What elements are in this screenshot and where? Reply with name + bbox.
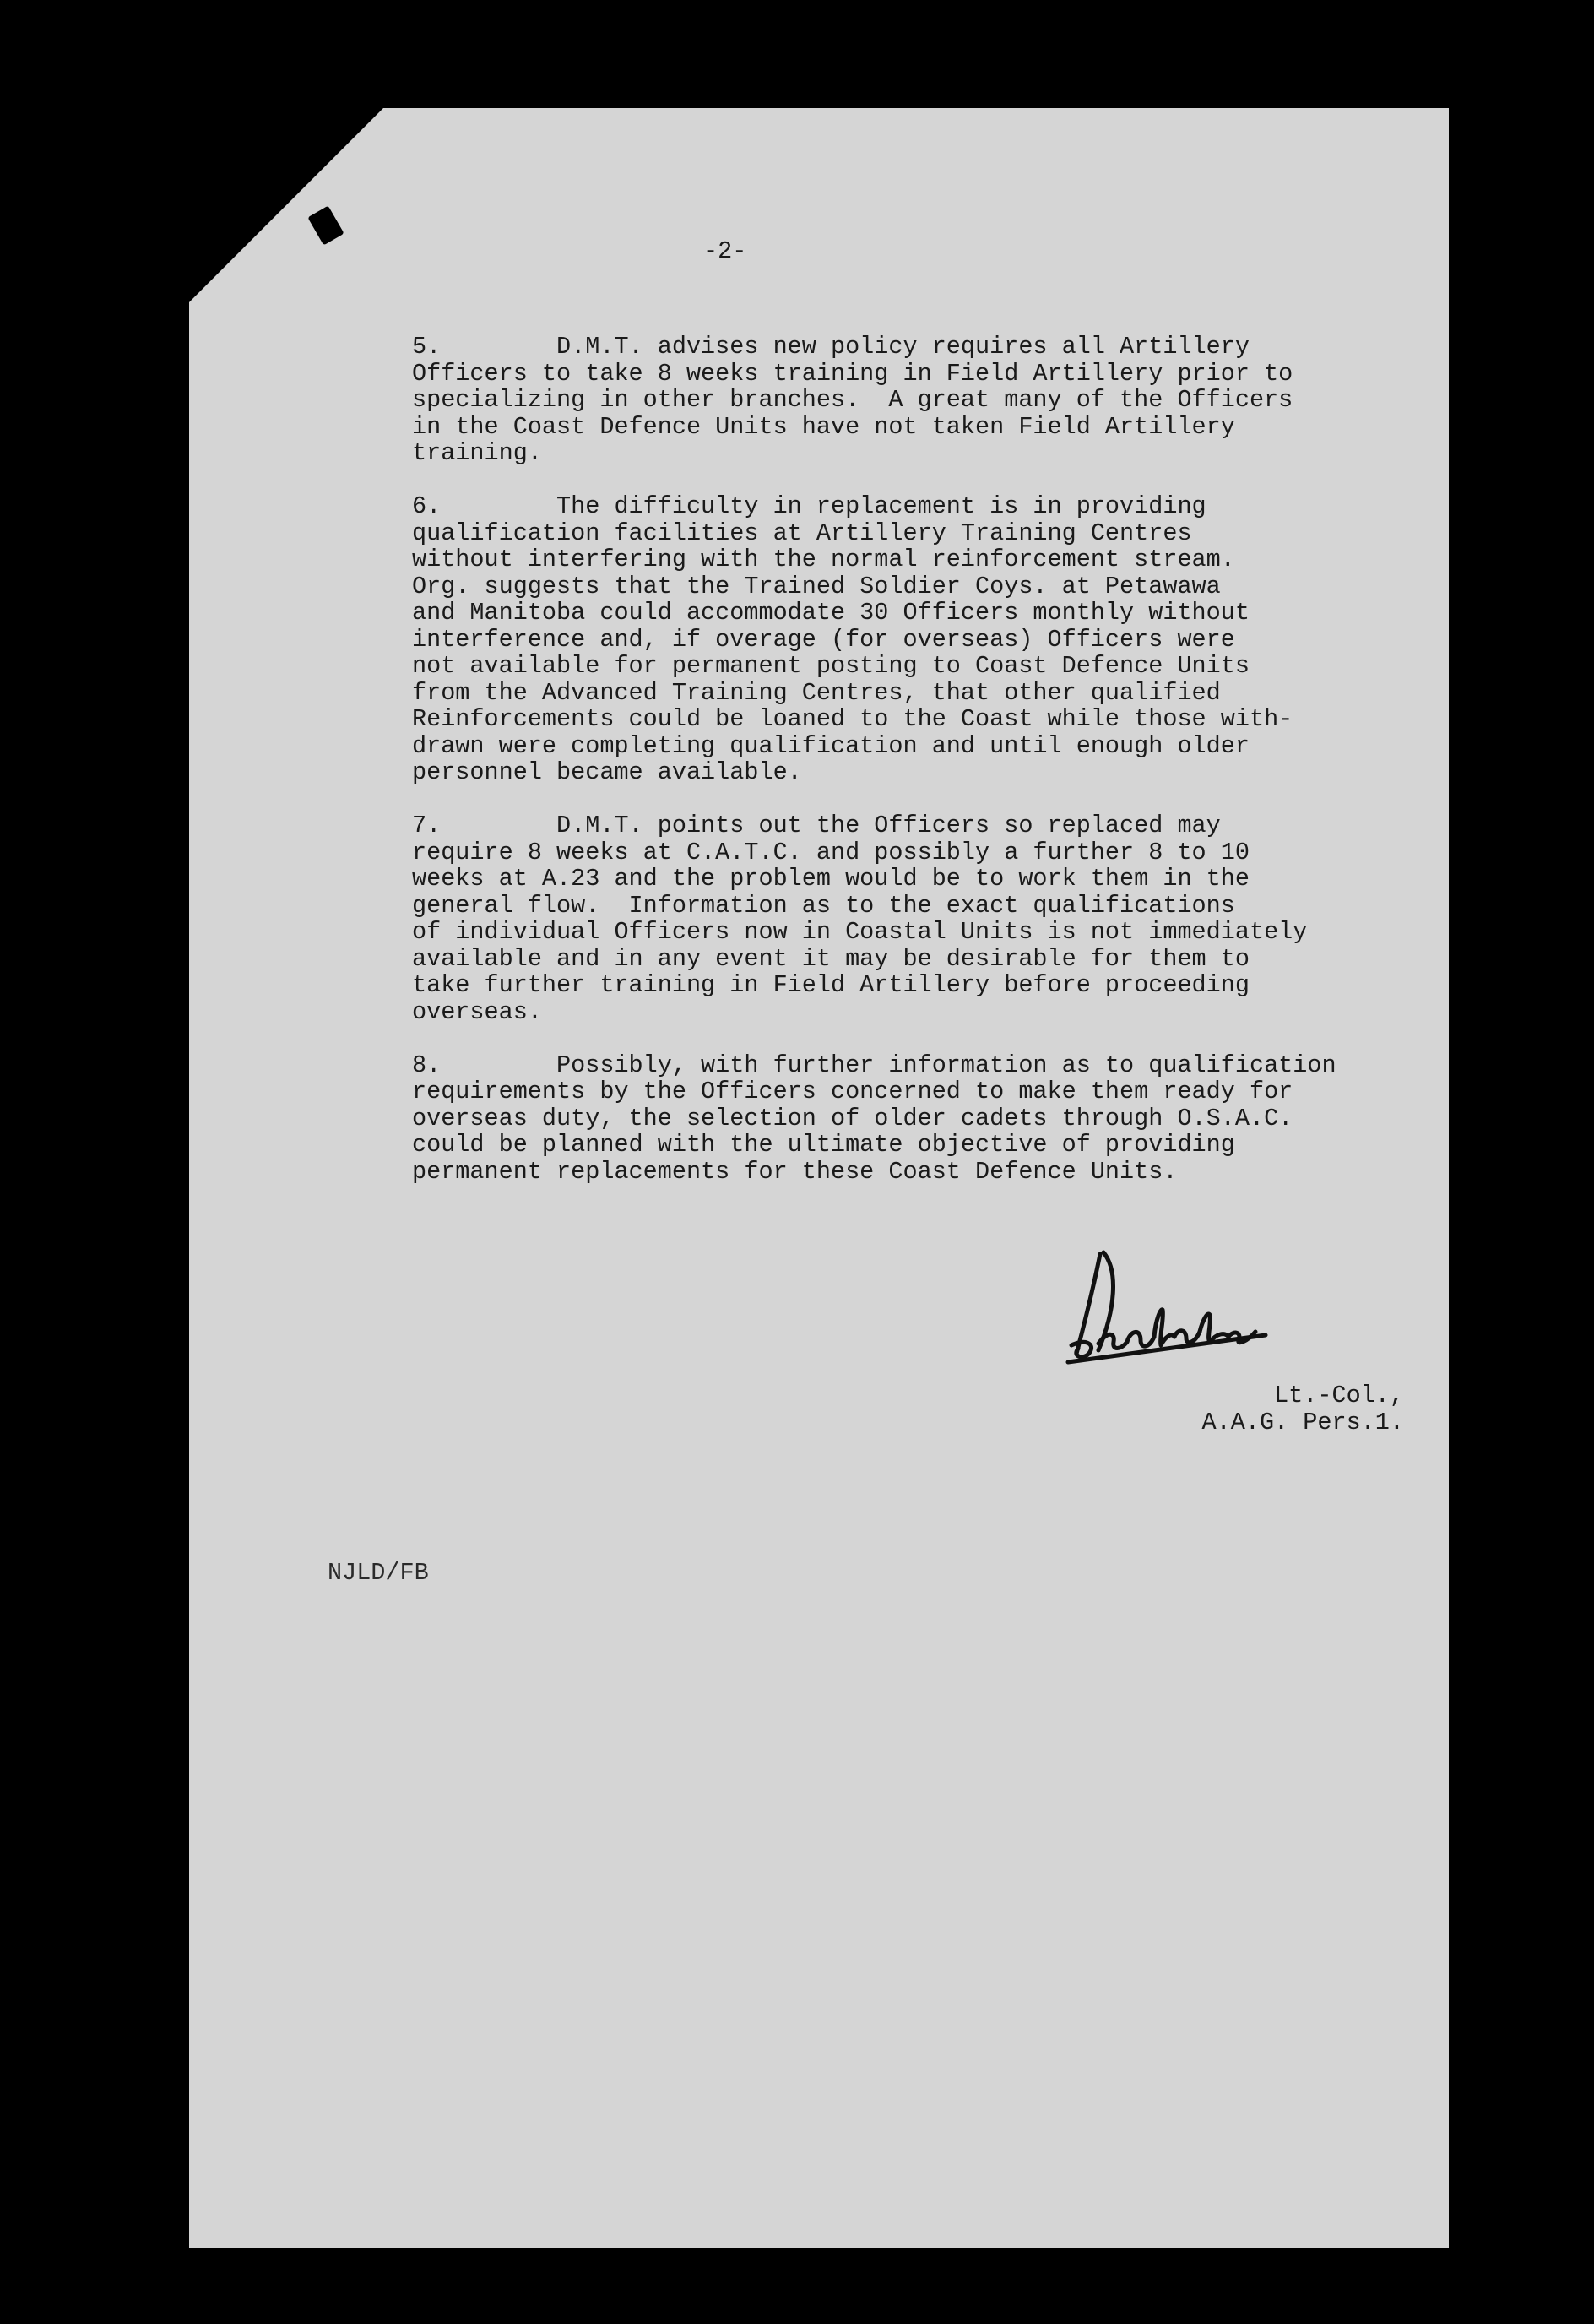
signatory-title: A.A.G. Pers.1. (1201, 1409, 1404, 1436)
paragraph-5 (412, 334, 1476, 467)
handwritten-signature (1060, 1237, 1271, 1372)
paragraph-7 (412, 812, 1476, 1025)
paragraph-line: and Manitoba could accommodate 30 Officers monthly without (412, 599, 1250, 627)
paragraph-line: take further training in Field Artillery before proceeding (412, 971, 1250, 999)
paragraph-line: interference and, if overage (for overseas) Officers were (412, 625, 1235, 654)
paragraph-line: available and in any event it may be desirable for them to (412, 944, 1250, 973)
document-body (412, 334, 1476, 1212)
paragraph-line: 7. D.M.T. points out the Officers so replaced may (412, 812, 1221, 839)
paragraph-line: specializing in other branches. A great many of the Officers (412, 386, 1293, 414)
paragraph-line: drawn were completing qualification and until enough older (412, 731, 1250, 760)
paragraph-line: could be planned with the ultimate objective of providing (412, 1131, 1235, 1159)
paragraph-line: Reinforcements could be loaned to the Coast while those with- (412, 705, 1293, 733)
paragraph-line: 6. The difficulty in replacement is in providing (412, 492, 1206, 520)
paragraph-line: from the Advanced Training Centres, that other qualified (412, 678, 1221, 707)
paragraph-8 (412, 1052, 1476, 1186)
paragraph-line: 5. D.M.T. advises new policy requires all Artillery (412, 333, 1250, 361)
paragraph-6 (412, 493, 1476, 786)
paragraph-line: in the Coast Defence Units have not taken Field Artillery (412, 412, 1235, 441)
paragraph-line: general flow. Information as to the exact qualifications (412, 891, 1235, 920)
paragraph-line: requirements by the Officers concerned to make them ready for (412, 1078, 1293, 1105)
paragraph-line: not available for permanent posting to Coast Defence Units (412, 652, 1250, 680)
paragraph-line: personnel became available. (412, 758, 802, 786)
page-number: -2- (703, 237, 747, 265)
paragraph-line: without interfering with the normal reinforcement stream. (412, 546, 1235, 573)
paragraph-line: overseas duty, the selection of older cadets through O.S.A.C. (412, 1104, 1293, 1132)
paragraph-line: overseas. (412, 997, 542, 1026)
signature-block (1163, 1382, 1404, 1436)
paragraph-line: qualification facilities at Artillery Training Centres (412, 519, 1192, 547)
paragraph-line: Officers to take 8 weeks training in Field Artillery prior to (412, 359, 1293, 388)
paragraph-line: weeks at A.23 and the problem would be to work them in the (412, 865, 1250, 893)
reference-initials: NJLD/FB (328, 1559, 429, 1587)
paragraph-line: require 8 weeks at C.A.T.C. and possibly a further 8 to 10 (412, 838, 1250, 866)
paragraph-line: training. (412, 439, 542, 467)
paragraph-line: Org. suggests that the Trained Soldier Coys. at Petawawa (412, 572, 1221, 600)
paragraph-line: permanent replacements for these Coast Defence Units. (412, 1157, 1178, 1186)
paragraph-line: of individual Officers now in Coastal Units is not immediately (412, 918, 1308, 946)
paragraph-line: 8. Possibly, with further information as to qualification (412, 1051, 1336, 1079)
signatory-rank: Lt.-Col., (1274, 1382, 1404, 1409)
